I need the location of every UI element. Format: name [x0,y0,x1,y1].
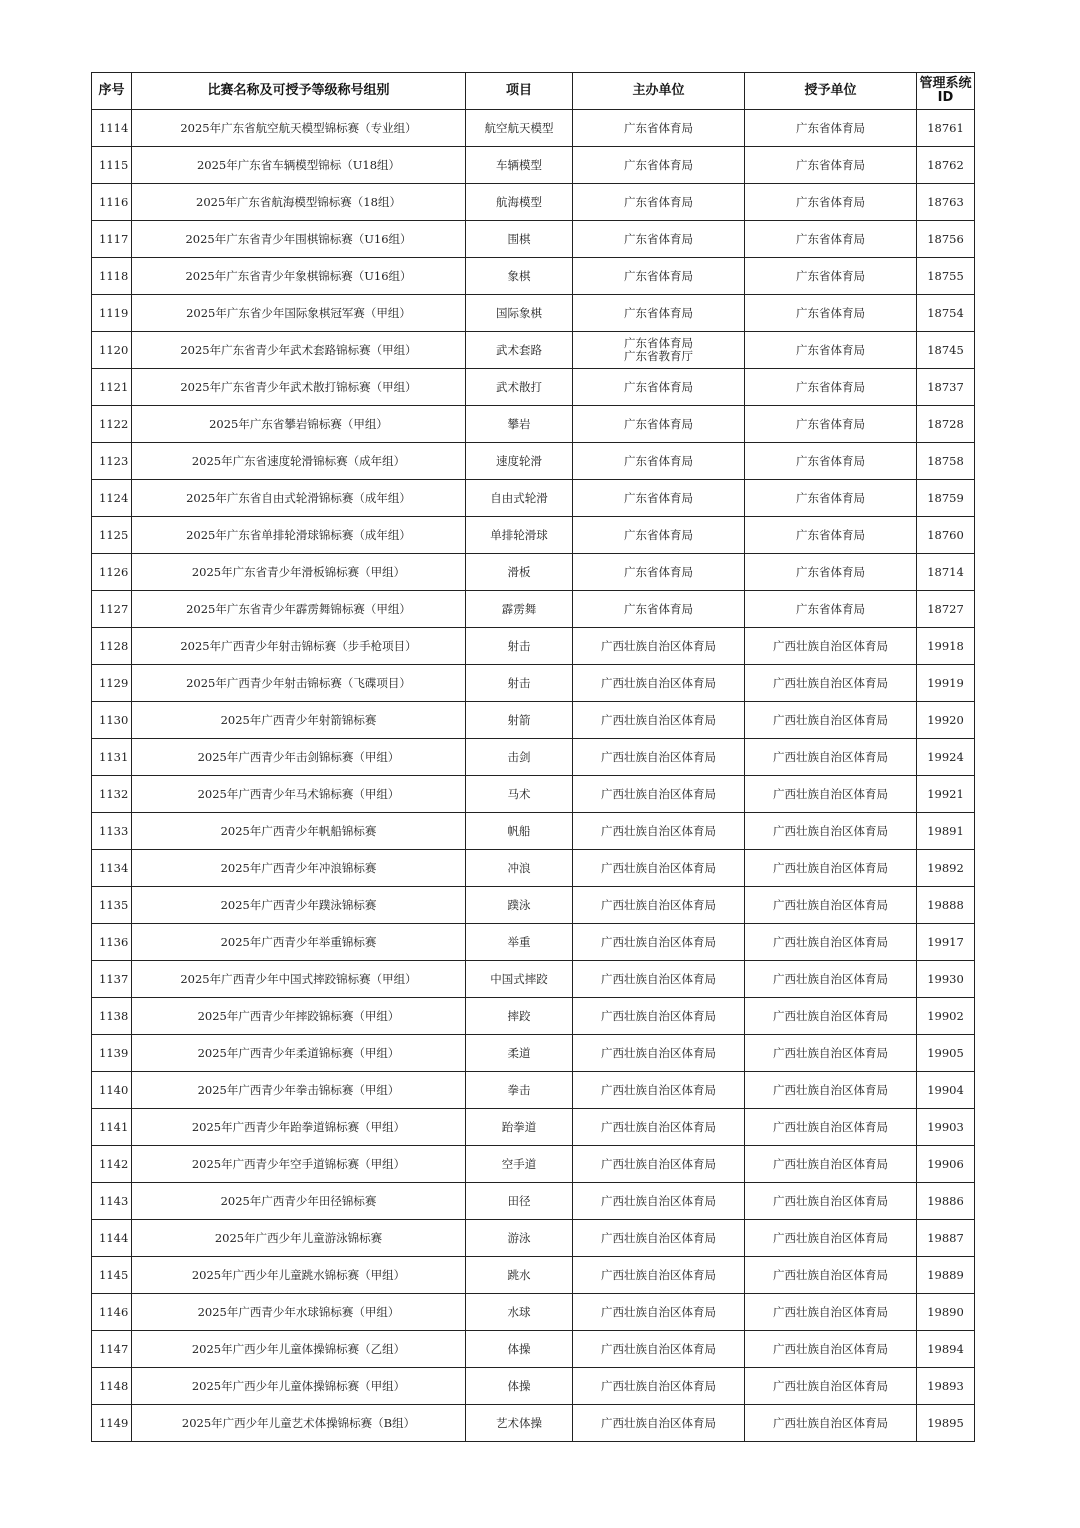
row-system-id: 19892 [917,850,975,887]
row-host: 广西壮族自治区体育局 [573,1294,745,1331]
row-seq: 1147 [92,1331,132,1368]
row-host-line1: 广东省体育局 [624,336,693,350]
row-host: 广东省体育局 [573,554,745,591]
table-row [92,998,975,1035]
table-row [92,1368,975,1405]
row-system-id: 18745 [917,332,975,369]
row-name: 2025年广东省青少年武术散打锦标赛（甲组） [132,369,466,406]
competition-table [91,72,975,1442]
row-grantor: 广西壮族自治区体育局 [745,887,917,924]
row-host: 广西壮族自治区体育局 [573,1035,745,1072]
row-name: 2025年广东省自由式轮滑锦标赛（成年组） [132,480,466,517]
row-host: 广东省体育局 [573,369,745,406]
row-grantor: 广西壮族自治区体育局 [745,1294,917,1331]
row-system-id: 18763 [917,184,975,221]
table-row [92,1257,975,1294]
row-grantor: 广西壮族自治区体育局 [745,665,917,702]
row-event: 体操 [466,1331,573,1368]
row-grantor: 广东省体育局 [745,258,917,295]
row-system-id: 19891 [917,813,975,850]
table-row [92,776,975,813]
row-host: 广东省体育局 [573,184,745,221]
row-seq: 1137 [92,961,132,998]
row-event: 自由式轮滑 [466,480,573,517]
row-system-id: 18761 [917,110,975,147]
table-row [92,628,975,665]
row-event: 中国式摔跤 [466,961,573,998]
row-event: 武术散打 [466,369,573,406]
row-seq: 1148 [92,1368,132,1405]
row-name: 2025年广东省攀岩锦标赛（甲组） [132,406,466,443]
row-grantor: 广西壮族自治区体育局 [745,1183,917,1220]
row-host: 广东省体育局 [573,258,745,295]
row-host: 广西壮族自治区体育局 [573,850,745,887]
row-host [573,332,745,369]
row-system-id: 19887 [917,1220,975,1257]
row-grantor: 广东省体育局 [745,480,917,517]
row-seq: 1136 [92,924,132,961]
row-system-id: 18760 [917,517,975,554]
row-seq: 1131 [92,739,132,776]
row-event: 击剑 [466,739,573,776]
table-row [92,554,975,591]
row-name: 2025年广西青少年田径锦标赛 [132,1183,466,1220]
row-seq: 1140 [92,1072,132,1109]
row-host: 广西壮族自治区体育局 [573,739,745,776]
row-seq: 1114 [92,110,132,147]
row-name: 2025年广西青少年柔道锦标赛（甲组） [132,1035,466,1072]
row-name: 2025年广西青少年冲浪锦标赛 [132,850,466,887]
row-system-id: 19919 [917,665,975,702]
table-row [92,1294,975,1331]
row-name: 2025年广西青少年水球锦标赛（甲组） [132,1294,466,1331]
table-row [92,1183,975,1220]
row-host: 广东省体育局 [573,406,745,443]
row-system-id: 19902 [917,998,975,1035]
row-host: 广西壮族自治区体育局 [573,702,745,739]
row-seq: 1132 [92,776,132,813]
row-system-id: 19921 [917,776,975,813]
row-name: 2025年广西青少年蹼泳锦标赛 [132,887,466,924]
row-grantor: 广西壮族自治区体育局 [745,1035,917,1072]
row-system-id: 19890 [917,1294,975,1331]
header-seq: 序号 [92,73,132,110]
table-row [92,887,975,924]
row-seq: 1119 [92,295,132,332]
table-row [92,739,975,776]
row-name: 2025年广东省少年国际象棋冠军赛（甲组） [132,295,466,332]
row-name: 2025年广西青少年中国式摔跤锦标赛（甲组） [132,961,466,998]
table-row [92,406,975,443]
row-system-id: 18762 [917,147,975,184]
row-grantor: 广东省体育局 [745,554,917,591]
row-system-id: 19930 [917,961,975,998]
row-system-id: 19888 [917,887,975,924]
row-seq: 1118 [92,258,132,295]
row-grantor: 广西壮族自治区体育局 [745,1405,917,1442]
table-row [92,1405,975,1442]
row-grantor: 广东省体育局 [745,517,917,554]
row-grantor: 广东省体育局 [745,443,917,480]
row-system-id: 19920 [917,702,975,739]
row-grantor: 广东省体育局 [745,369,917,406]
header-name: 比赛名称及可授予等级称号组别 [132,73,466,110]
row-event: 跆拳道 [466,1109,573,1146]
row-seq: 1117 [92,221,132,258]
row-event: 滑板 [466,554,573,591]
row-name: 2025年广东省航海模型锦标赛（18组） [132,184,466,221]
row-grantor: 广西壮族自治区体育局 [745,998,917,1035]
row-host: 广东省体育局 [573,480,745,517]
row-host: 广东省体育局 [573,591,745,628]
table-row [92,1109,975,1146]
row-grantor: 广东省体育局 [745,406,917,443]
table-header-row [92,73,975,110]
row-name: 2025年广西青少年空手道锦标赛（甲组） [132,1146,466,1183]
row-seq: 1124 [92,480,132,517]
row-grantor: 广西壮族自治区体育局 [745,739,917,776]
row-host-line2: 广东省教育厅 [624,349,693,363]
row-event: 水球 [466,1294,573,1331]
row-seq: 1135 [92,887,132,924]
row-seq: 1144 [92,1220,132,1257]
row-system-id: 18759 [917,480,975,517]
row-event: 拳击 [466,1072,573,1109]
row-event: 冲浪 [466,850,573,887]
header-grantor: 授予单位 [745,73,917,110]
row-event: 摔跤 [466,998,573,1035]
row-event: 马术 [466,776,573,813]
row-seq: 1121 [92,369,132,406]
table-row [92,924,975,961]
row-event: 武术套路 [466,332,573,369]
table-row [92,332,975,369]
row-event: 空手道 [466,1146,573,1183]
table-row [92,1331,975,1368]
table-row [92,295,975,332]
row-event: 游泳 [466,1220,573,1257]
table-row [92,184,975,221]
row-name: 2025年广东省青少年围棋锦标赛（U16组） [132,221,466,258]
row-name: 2025年广东省速度轮滑锦标赛（成年组） [132,443,466,480]
header-host: 主办单位 [573,73,745,110]
row-grantor: 广西壮族自治区体育局 [745,1072,917,1109]
table-row [92,480,975,517]
row-event: 车辆模型 [466,147,573,184]
row-host: 广西壮族自治区体育局 [573,1405,745,1442]
row-event: 围棋 [466,221,573,258]
header-event: 项目 [466,73,573,110]
row-name: 2025年广西青少年帆船锦标赛 [132,813,466,850]
row-system-id: 19886 [917,1183,975,1220]
row-host: 广东省体育局 [573,110,745,147]
row-system-id: 19894 [917,1331,975,1368]
row-grantor: 广东省体育局 [745,332,917,369]
document-page [91,72,975,1442]
table-row [92,147,975,184]
row-name: 2025年广西青少年射箭锦标赛 [132,702,466,739]
row-seq: 1149 [92,1405,132,1442]
row-seq: 1115 [92,147,132,184]
row-name: 2025年广东省青少年武术套路锦标赛（甲组） [132,332,466,369]
row-name: 2025年广东省单排轮滑球锦标赛（成年组） [132,517,466,554]
row-name: 2025年广东省航空航天模型锦标赛（专业组） [132,110,466,147]
row-grantor: 广西壮族自治区体育局 [745,1109,917,1146]
table-row [92,110,975,147]
header-system-id [917,73,975,110]
row-system-id: 19893 [917,1368,975,1405]
row-host: 广西壮族自治区体育局 [573,1109,745,1146]
row-seq: 1130 [92,702,132,739]
row-grantor: 广西壮族自治区体育局 [745,850,917,887]
row-host: 广西壮族自治区体育局 [573,924,745,961]
row-grantor: 广西壮族自治区体育局 [745,961,917,998]
row-name: 2025年广西青少年射击锦标赛（飞碟项目） [132,665,466,702]
table-row [92,1035,975,1072]
row-name: 2025年广东省车辆模型锦标（U18组） [132,147,466,184]
row-seq: 1139 [92,1035,132,1072]
table-row [92,258,975,295]
row-name: 2025年广西青少年摔跤锦标赛（甲组） [132,998,466,1035]
row-system-id: 19889 [917,1257,975,1294]
row-host: 广西壮族自治区体育局 [573,1331,745,1368]
row-seq: 1126 [92,554,132,591]
row-seq: 1133 [92,813,132,850]
row-seq: 1125 [92,517,132,554]
row-host: 广西壮族自治区体育局 [573,776,745,813]
row-event: 帆船 [466,813,573,850]
row-seq: 1143 [92,1183,132,1220]
row-host: 广西壮族自治区体育局 [573,1220,745,1257]
row-system-id: 19906 [917,1146,975,1183]
row-event: 艺术体操 [466,1405,573,1442]
row-name: 2025年广西青少年马术锦标赛（甲组） [132,776,466,813]
row-name: 2025年广西少年儿童艺术体操锦标赛（B组） [132,1405,466,1442]
table-row [92,1220,975,1257]
row-system-id: 19904 [917,1072,975,1109]
row-grantor: 广东省体育局 [745,295,917,332]
row-system-id: 18714 [917,554,975,591]
row-name: 2025年广西青少年跆拳道锦标赛（甲组） [132,1109,466,1146]
table-row [92,850,975,887]
row-host: 广东省体育局 [573,295,745,332]
row-host: 广西壮族自治区体育局 [573,813,745,850]
table-row [92,369,975,406]
table-row [92,961,975,998]
row-name: 2025年广西少年儿童体操锦标赛（乙组） [132,1331,466,1368]
row-grantor: 广东省体育局 [745,591,917,628]
row-system-id: 18758 [917,443,975,480]
row-grantor: 广东省体育局 [745,147,917,184]
row-host: 广西壮族自治区体育局 [573,887,745,924]
row-grantor: 广西壮族自治区体育局 [745,1257,917,1294]
table-row [92,221,975,258]
header-system-id-line1: 管理系统 [919,76,972,91]
row-seq: 1122 [92,406,132,443]
row-system-id: 18755 [917,258,975,295]
row-event: 体操 [466,1368,573,1405]
row-system-id: 19917 [917,924,975,961]
row-host: 广西壮族自治区体育局 [573,628,745,665]
row-system-id: 19918 [917,628,975,665]
row-event: 田径 [466,1183,573,1220]
table-row [92,517,975,554]
row-system-id: 19905 [917,1035,975,1072]
row-host: 广东省体育局 [573,443,745,480]
row-grantor: 广东省体育局 [745,184,917,221]
row-host: 广西壮族自治区体育局 [573,1183,745,1220]
row-event: 攀岩 [466,406,573,443]
row-event: 航空航天模型 [466,110,573,147]
row-host: 广西壮族自治区体育局 [573,1368,745,1405]
row-name: 2025年广西青少年拳击锦标赛（甲组） [132,1072,466,1109]
row-event: 射击 [466,628,573,665]
row-event: 国际象棋 [466,295,573,332]
row-seq: 1141 [92,1109,132,1146]
row-event: 跳水 [466,1257,573,1294]
row-seq: 1145 [92,1257,132,1294]
row-name: 2025年广东省青少年滑板锦标赛（甲组） [132,554,466,591]
row-system-id: 18737 [917,369,975,406]
row-host: 广西壮族自治区体育局 [573,998,745,1035]
row-name: 2025年广东省青少年象棋锦标赛（U16组） [132,258,466,295]
row-event: 柔道 [466,1035,573,1072]
row-seq: 1146 [92,1294,132,1331]
row-event: 蹼泳 [466,887,573,924]
row-grantor: 广东省体育局 [745,110,917,147]
row-seq: 1120 [92,332,132,369]
header-system-id-line2: ID [937,90,954,105]
row-grantor: 广西壮族自治区体育局 [745,1220,917,1257]
row-host: 广西壮族自治区体育局 [573,665,745,702]
table-row [92,813,975,850]
row-grantor: 广西壮族自治区体育局 [745,702,917,739]
row-name: 2025年广西青少年射击锦标赛（步手枪项目） [132,628,466,665]
row-event: 单排轮滑球 [466,517,573,554]
row-name: 2025年广西青少年击剑锦标赛（甲组） [132,739,466,776]
row-system-id: 18727 [917,591,975,628]
row-grantor: 广西壮族自治区体育局 [745,1146,917,1183]
row-host: 广西壮族自治区体育局 [573,961,745,998]
row-event: 射击 [466,665,573,702]
row-grantor: 广东省体育局 [745,221,917,258]
row-host: 广西壮族自治区体育局 [573,1072,745,1109]
row-event: 速度轮滑 [466,443,573,480]
row-grantor: 广西壮族自治区体育局 [745,813,917,850]
row-grantor: 广西壮族自治区体育局 [745,1331,917,1368]
row-host: 广西壮族自治区体育局 [573,1146,745,1183]
row-system-id: 18728 [917,406,975,443]
row-system-id: 18754 [917,295,975,332]
row-system-id: 19903 [917,1109,975,1146]
row-grantor: 广西壮族自治区体育局 [745,776,917,813]
row-host: 广东省体育局 [573,517,745,554]
row-event: 举重 [466,924,573,961]
row-seq: 1128 [92,628,132,665]
row-host: 广东省体育局 [573,147,745,184]
table-row [92,702,975,739]
table-row [92,443,975,480]
row-host: 广西壮族自治区体育局 [573,1257,745,1294]
row-seq: 1142 [92,1146,132,1183]
row-seq: 1116 [92,184,132,221]
row-grantor: 广西壮族自治区体育局 [745,1368,917,1405]
row-grantor: 广西壮族自治区体育局 [745,924,917,961]
row-system-id: 18756 [917,221,975,258]
row-event: 航海模型 [466,184,573,221]
table-row [92,1072,975,1109]
row-name: 2025年广东省青少年霹雳舞锦标赛（甲组） [132,591,466,628]
row-grantor: 广西壮族自治区体育局 [745,628,917,665]
row-name: 2025年广西少年儿童体操锦标赛（甲组） [132,1368,466,1405]
row-seq: 1123 [92,443,132,480]
table-row [92,591,975,628]
row-event: 霹雳舞 [466,591,573,628]
row-seq: 1134 [92,850,132,887]
row-seq: 1127 [92,591,132,628]
row-seq: 1129 [92,665,132,702]
row-system-id: 19924 [917,739,975,776]
row-seq: 1138 [92,998,132,1035]
row-name: 2025年广西少年儿童跳水锦标赛（甲组） [132,1257,466,1294]
row-system-id: 19895 [917,1405,975,1442]
table-row [92,665,975,702]
row-event: 射箭 [466,702,573,739]
table-row [92,1146,975,1183]
row-name: 2025年广西少年儿童游泳锦标赛 [132,1220,466,1257]
row-name: 2025年广西青少年举重锦标赛 [132,924,466,961]
row-host: 广东省体育局 [573,221,745,258]
row-event: 象棋 [466,258,573,295]
